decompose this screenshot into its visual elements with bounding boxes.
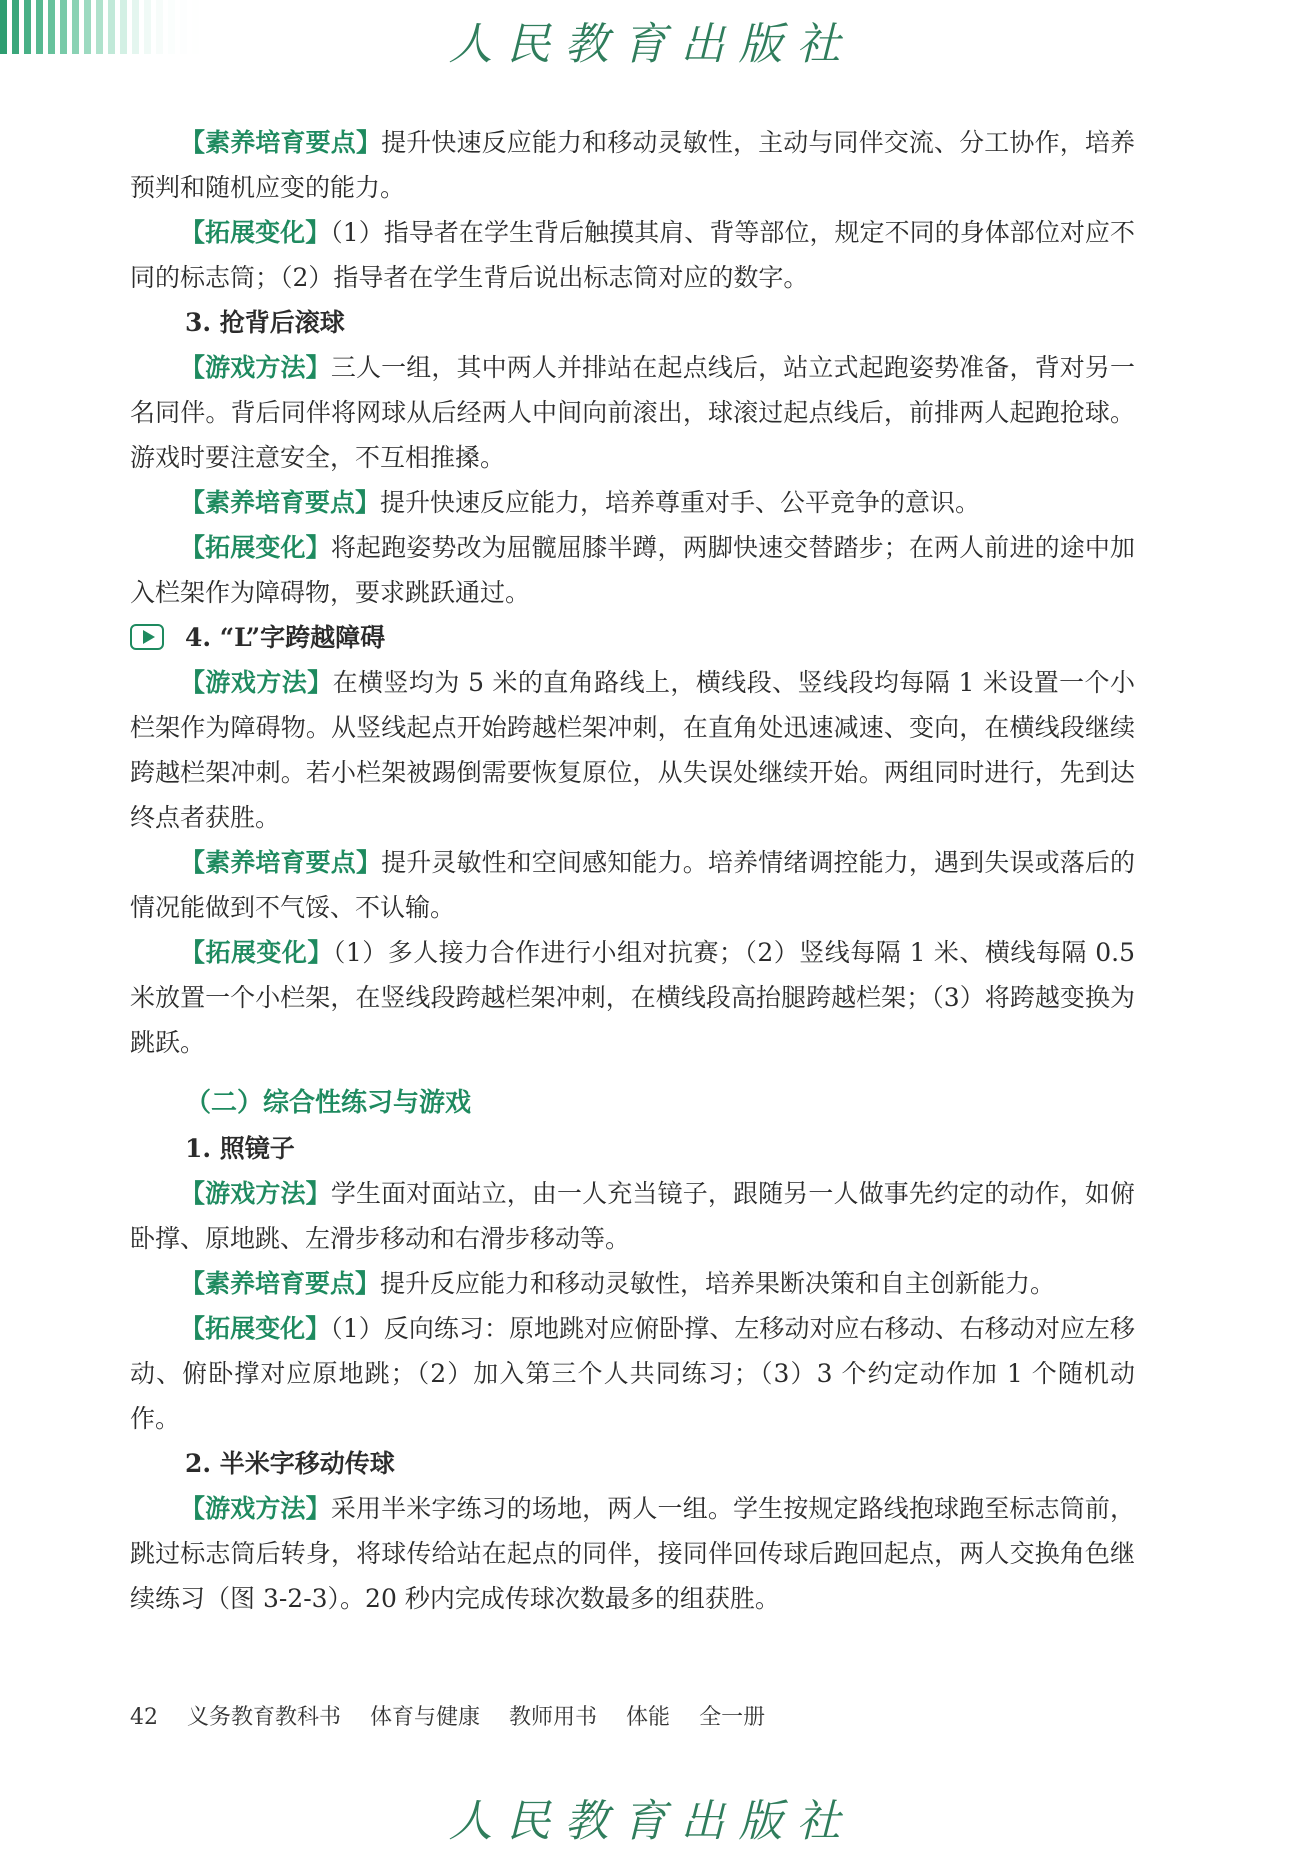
book-subject: 体育与健康 — [370, 1705, 481, 1730]
subheading: 3. 抢背后滚球 — [185, 308, 345, 337]
paragraph-text: 三人一组，其中两人并排站在起点线后，站立式起跑姿势准备，背对另一名同伴。背后同伴将网球从后经两人中间向前滚出，球滚过起点线后，前排两人起跑抢球。游戏时要注意安全，不互相推搡。 — [130, 353, 1135, 472]
page-footer — [130, 1700, 787, 1731]
paragraph — [130, 930, 1135, 1065]
page-body — [130, 120, 1135, 1621]
book-scope: 全一册 — [699, 1705, 766, 1730]
section-tag: 【素养培育要点】 — [180, 488, 381, 517]
paragraph — [130, 480, 1135, 525]
paragraph — [130, 1261, 1135, 1306]
section-tag: 【拓展变化】 — [180, 938, 333, 967]
paragraph-text: 学生面对面站立，由一人充当镜子，跟随另一人做事先约定的动作，如俯卧撑、原地跳、左滑步移动和右滑步移动等。 — [130, 1179, 1135, 1253]
publisher-logo-bottom: 人民教育出版社 — [448, 1796, 855, 1847]
section-tag: 【游戏方法】 — [180, 353, 331, 382]
paragraph-text: 提升快速反应能力，培养尊重对手、公平竞争的意识。 — [380, 488, 981, 517]
paragraph-text: （1）反向练习：原地跳对应俯卧撑、左移动对应右移动、右移动对应左移动、俯卧撑对应原地跳；（2）加入第三个人共同练习；（3）3 个约定动作加 1 个随机动作。 — [130, 1314, 1135, 1433]
paragraph — [130, 1306, 1135, 1441]
paragraph — [130, 660, 1135, 840]
publisher-logo: 人民教育出版社 — [448, 19, 855, 70]
paragraph — [130, 1486, 1135, 1621]
section-tag: 【素养培育要点】 — [180, 848, 382, 877]
paragraph — [130, 525, 1135, 615]
paragraph-text: 提升反应能力和移动灵敏性，培养果断决策和自主创新能力。 — [380, 1269, 1056, 1298]
page-number: 42 — [130, 1705, 158, 1730]
paragraph-text: 在横竖均为 5 米的直角路线上，横线段、竖线段均每隔 1 米设置一个小栏架作为障碍物。从竖线起点开始跨越栏架冲刺，在直角处迅速减速、变向，在横线段继续跨越栏架冲刺。若小栏架被踢倒需要恢复原位，从失误处继续开始。两组同时进行，先到达终点者获胜。 — [130, 668, 1135, 832]
paragraph-text: 提升灵敏性和空间感知能力。培养情绪调控能力，遇到失误或落后的情况能做到不气馁、不认输。 — [130, 848, 1135, 922]
paragraph — [130, 840, 1135, 930]
paragraph-text: 将起跑姿势改为屈髋屈膝半蹲，两脚快速交替踏步；在两人前进的途中加入栏架作为障碍物，要求跳跃通过。 — [130, 533, 1135, 607]
subheading-text: 4. “L”字跨越障碍 — [185, 623, 386, 652]
paragraph-text: （1）多人接力合作进行小组对抗赛；（2）竖线每隔 1 米、横线每隔 0.5 米放置一个小栏架，在竖线段跨越栏架冲刺，在横线段高抬腿跨越栏架；（3）将跨越变换为跳跃。 — [130, 938, 1135, 1057]
subheading: 2. 半米字移动传球 — [185, 1449, 395, 1478]
subheading-video — [130, 615, 1135, 660]
section-tag: 【游戏方法】 — [180, 1179, 331, 1208]
paragraph — [130, 120, 1135, 210]
paragraph-text: 采用半米字练习的场地，两人一组。学生按规定路线抱球跑至标志筒前，跳过标志筒后转身，将球传给站在起点的同伴，接同伴回传球后跑回起点，两人交换角色继续练习（图 3-2-3）。20 秒内完成传球次数最多的组获胜。 — [130, 1494, 1135, 1613]
book-edition: 教师用书 — [509, 1705, 598, 1730]
paragraph-text: 提升快速反应能力和移动灵敏性，主动与同伴交流、分工协作，培养预判和随机应变的能力。 — [130, 128, 1135, 202]
section-tag: 【拓展变化】 — [180, 1314, 331, 1343]
book-volume: 体能 — [626, 1705, 671, 1730]
subheading: 1. 照镜子 — [185, 1134, 295, 1163]
section-tag: 【拓展变化】 — [180, 533, 331, 562]
section-tag: 【素养培育要点】 — [180, 1269, 381, 1298]
play-video-icon[interactable] — [130, 624, 164, 650]
section-tag: 【素养培育要点】 — [180, 128, 382, 157]
paragraph — [130, 210, 1135, 300]
section-heading: （二）综合性练习与游戏 — [185, 1088, 472, 1118]
paragraph — [130, 1171, 1135, 1261]
paragraph — [130, 345, 1135, 480]
paragraph-text: （1）指导者在学生背后触摸其肩、背等部位，规定不同的身体部位对应不同的标志筒；（2）指导者在学生背后说出标志筒对应的数字。 — [130, 218, 1135, 292]
book-series: 义务教育教科书 — [187, 1705, 342, 1730]
section-tag: 【游戏方法】 — [180, 668, 333, 697]
section-tag: 【游戏方法】 — [180, 1494, 331, 1523]
section-tag: 【拓展变化】 — [180, 218, 331, 247]
